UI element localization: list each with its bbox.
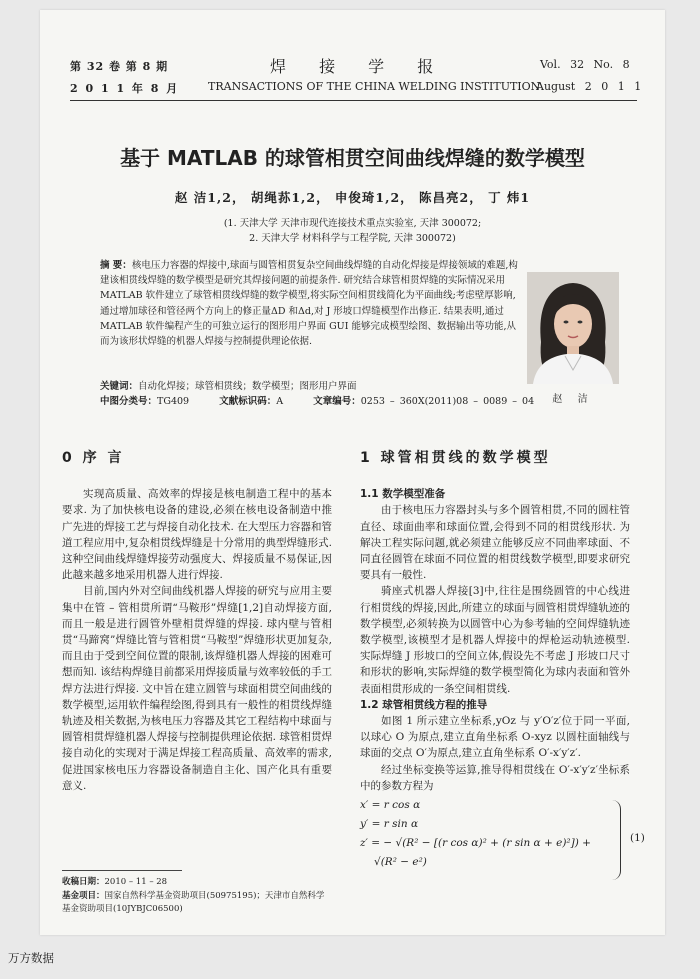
- section-1-heading: 1 球管相贯线的数学模型: [360, 450, 551, 466]
- received-value: 2010 – 11 – 28: [104, 877, 168, 887]
- subsection-1-2-paragraph-2: 经过坐标变换等运算,推导得相贯线在 O′-x′y′z′坐标系中的参数方程为: [360, 763, 630, 792]
- right-column: [360, 450, 630, 794]
- affiliation-1: (1. 天津大学 天津市现代连接技术重点实验室, 天津 300072;: [223, 218, 482, 229]
- equation-line-3: z′ = − √(R² − [(r cos α)² + (r sin α + e)²]) +: [360, 837, 591, 849]
- equation-number: (1): [630, 832, 645, 844]
- affiliation-2: 2. 天津大学 材料科学与工程学院, 天津 300072): [249, 233, 456, 244]
- date-cn: 2 0 1 1 年 8 月: [70, 82, 180, 95]
- author-portrait-image: [527, 272, 619, 384]
- abstract-text: 核电压力容器的焊接中,球面与圆管相贯复杂空间曲线焊缝的自动化焊接是焊接领域的难题,构建该相贯线焊缝的数学模型是研究其焊接问题的前提条件. 研究结合球管相贯焊缝的实际情况采用 MATLAB 软件建立了球管相贯线焊缝的数学模型,将实际空间相贯线简化为平面曲线;考虑壁厚影响,通过增加球径和管径两个方向上的修正量ΔD 和Δd,对 J 形坡口焊缝模型作出修正. 结果表明,通过 MATLAB 软件编程产生的可独立运行的图形用户界面 GUI 能够完成模型绘图、数据输出等功能,从而为该形状焊缝的机器人焊接与控制提供理论依据.: [100, 260, 518, 348]
- clc-value: TG409: [157, 396, 190, 407]
- subsection-1-1-paragraph-2: 骑座式机器人焊接[3]中,往往是围绕圆管的中心线进行相贯线的焊接,因此,所建立的球面与圆管相贯焊缝轨迹的数学模型,必须转换为以圆管中心为参考轴的空间焊缝轨迹数学模型,该模型才是机器人焊接中的焊枪运动轨迹模型. 实际焊缝 J 形坡口的空间立体,假设先不考虑 J 形坡口尺寸和形状的影响,实际焊缝的数学模型简化为球内表面和管外表面相贯形成的一条空间相贯线.: [360, 585, 630, 695]
- subsection-1-2-heading: 1.2 球管相贯线方程的推导: [360, 698, 488, 711]
- received-date: [62, 876, 332, 889]
- journal-page: [40, 10, 665, 935]
- equation-1: [360, 796, 640, 872]
- author-list: 赵 洁1,2， 胡绳荪1,2， 申俊琦1,2， 陈昌亮2， 丁 炜1: [174, 190, 531, 205]
- photo-caption: 赵 洁: [552, 394, 594, 405]
- left-column: [62, 450, 332, 794]
- paper-title: 基于 MATLAB 的球管相贯空间曲线焊缝的数学模型: [120, 146, 585, 170]
- volume-issue-en: Vol. 32 No. 8: [540, 58, 630, 71]
- received-label: 收稿日期：: [62, 877, 105, 887]
- equation-line-4: √(R² − e²): [374, 856, 427, 868]
- journal-name-en: TRANSACTIONS OF THE CHINA WELDING INSTITUTION: [208, 80, 541, 93]
- equation-brace: [612, 800, 621, 880]
- section-0-heading: 0 序 言: [62, 450, 125, 466]
- doc-code-value: A: [276, 396, 284, 407]
- doc-code-label: 文献标识码：: [219, 396, 277, 407]
- classification-line: [100, 393, 534, 407]
- footnote-rule: [62, 870, 182, 871]
- keywords: [100, 378, 518, 392]
- keywords-label: 关键词：: [100, 381, 139, 392]
- equation-line-1: x′ = r cos α: [360, 799, 421, 811]
- subsection-1-2-paragraph-1: 如图 1 所示建立坐标系,yOz 与 y′O′z′位于同一平面,以球心 O 为原点,建立直角坐标系 O-xyz 以圆柱面轴线与球面的交点 O′为原点,建立直角坐标系 O′-x′y′z′.: [360, 715, 630, 760]
- watermark: 万方数据: [8, 951, 54, 965]
- abstract: [100, 258, 518, 349]
- intro-paragraph-2: 目前,国内外对空间曲线机器人焊接的研究与应用主要集中在管 – 管相贯所谓“马鞍形”焊缝[1,2]自动焊接方面,而且一般是进行圆管外壁相贯焊缝的焊接. 球内壁与管相贯“马蹄窝”焊缝比管与管相贯“马鞍型”焊缝形状更加复杂,而且由于受到空间位置的限制,该焊缝机器人焊接的困难可想而知. 该结构焊缝目前都采用焊接质量与效率较低的手工焊方法进行焊接. 文中旨在建立圆管与球面相贯空间曲线的数学模型,运用软件编程绘图,得到具有一般性的相贯线焊缝轨迹及相关数据,为核电压力容器及其它工程结构中球面与圆管相贯焊缝机器人焊接与控制提供理论依据. 球管相贯焊接自动化的实现对于满足焊接工程高质量、高效率的需求,促进国家核电压力容器设备制造自主化、国产化具有重要意义.: [62, 585, 332, 792]
- funding-label: 基金项目：: [62, 891, 105, 901]
- volume-issue-cn: 第 32 卷 第 8 期: [70, 60, 169, 73]
- header-rule: [70, 100, 637, 101]
- equation-line-2: y′ = r sin α: [360, 818, 419, 830]
- funding-value: 国家自然科学基金资助项目(50975195)；天津市自然科学基金资助项目(10JYBJC06500): [62, 891, 325, 914]
- date-en: August 2 0 1 1: [536, 80, 642, 93]
- clc-label: 中图分类号：: [100, 396, 158, 407]
- abstract-label: 摘 要：: [100, 260, 132, 271]
- intro-paragraph-1: 实现高质量、高效率的焊接是核电制造工程中的基本要求. 为了加快核电设备的建设,必须在核电设备制造中推广先进的焊接工艺与焊接自动化技术. 在大型压力容器和管道工程应用中,复杂相贯线焊缝是十分常用的典型焊缝形式. 这种空间曲线焊缝焊接劳动强度大、焊接质量不易保证,因此越来越多地采用机器人进行焊接.: [62, 488, 332, 582]
- funding: [62, 890, 332, 916]
- article-no-label: 文章编号：: [313, 396, 361, 407]
- subsection-1-1-heading: 1.1 数学模型准备: [360, 488, 446, 501]
- subsection-1-1-paragraph-1: 由于核电压力容器封头与多个圆管相贯,不同的圆柱管直径、球面曲率和球面位置,会得到不同的相贯线形状. 为解决工程实际问题,就必须建立能够反应不同曲率球面、不同直径圆管在球面不同位置的相贯线数学模型,即要求研究要具有一般性.: [360, 504, 630, 582]
- keywords-text: 自动化焊接；球管相贯线；数学模型；图形用户界面: [138, 381, 357, 392]
- author-photo: [527, 272, 619, 384]
- article-no-value: 0253 – 360X(2011)08 – 0089 – 04: [360, 396, 535, 407]
- journal-name-cn: 焊 接 学 报: [270, 57, 448, 76]
